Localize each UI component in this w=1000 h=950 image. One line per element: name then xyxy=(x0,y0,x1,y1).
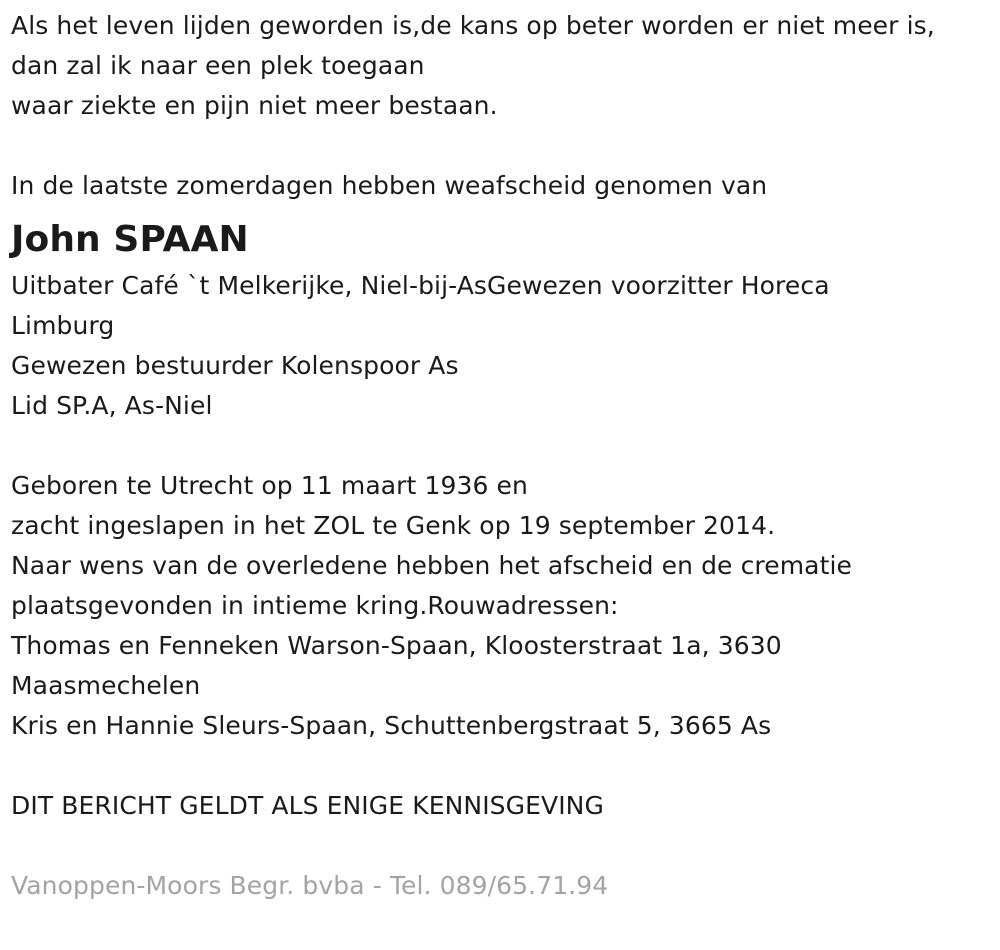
poem-line: Als het leven lijden geworden is,de kans op beter worden er niet meer is, xyxy=(11,11,935,40)
detail-line: Geboren te Utrecht op 11 maart 1936 en xyxy=(11,471,528,500)
spacer xyxy=(11,126,996,166)
funeral-home-contact: Vanoppen-Moors Begr. bvba - Tel. 089/65.71.94 xyxy=(11,871,609,900)
role-line: Limburg xyxy=(11,311,115,340)
role-line: Gewezen bestuurder Kolenspoor As xyxy=(11,351,459,380)
closing-statement: DIT BERICHT GELDT ALS ENIGE KENNISGEVING xyxy=(11,791,604,820)
detail-line: Naar wens van de overledene hebben het afscheid en de crematie xyxy=(11,551,853,580)
detail-line: Thomas en Fenneken Warson-Spaan, Kloosterstraat 1a, 3630 xyxy=(11,631,782,660)
spacer xyxy=(11,826,996,866)
obituary-notice xyxy=(11,6,996,906)
spacer xyxy=(11,426,996,466)
poem-line: waar ziekte en pijn niet meer bestaan. xyxy=(11,91,498,120)
spacer xyxy=(11,746,996,786)
role-line: Uitbater Café `t Melkerijke, Niel-bij-AsGewezen voorzitter Horeca xyxy=(11,271,830,300)
role-line: Lid SP.A, As-Niel xyxy=(11,391,213,420)
poem-line: dan zal ik naar een plek toegaan xyxy=(11,51,425,80)
detail-line: zacht ingeslapen in het ZOL te Genk op 19 september 2014. xyxy=(11,511,776,540)
detail-line: Maasmechelen xyxy=(11,671,201,700)
detail-line: Kris en Hannie Sleurs-Spaan, Schuttenbergstraat 5, 3665 As xyxy=(11,711,772,740)
deceased-name: John SPAAN xyxy=(11,219,249,260)
detail-line: plaatsgevonden in intieme kring.Rouwadressen: xyxy=(11,591,619,620)
announcement-text: In de laatste zomerdagen hebben weafscheid genomen van xyxy=(11,171,768,200)
